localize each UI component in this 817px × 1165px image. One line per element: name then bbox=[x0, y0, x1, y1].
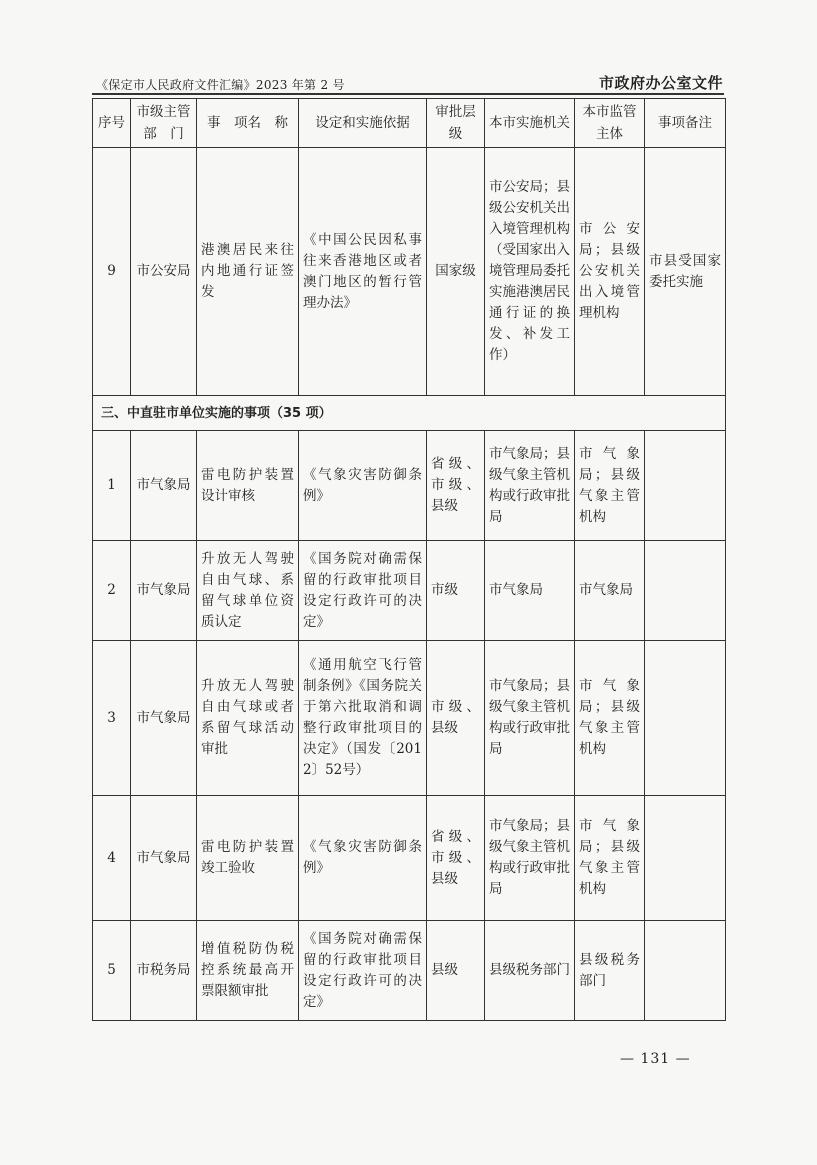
page-number: — 131 — bbox=[620, 1051, 691, 1067]
cell-item-name: 增值税防伪税控系统最高开票限额审批 bbox=[197, 921, 299, 1021]
cell-implementing-agency: 市公安局；县级公安机关出入境管理机构（受国家出入境管理局委托实施港澳居民通行证的换发、补发工作） bbox=[485, 148, 575, 396]
col-header-approval-level: 审批层级 bbox=[427, 99, 485, 148]
cell-remark bbox=[645, 796, 726, 921]
section-title: 三、中直驻市单位实施的事项（35 项） bbox=[93, 396, 726, 431]
col-header-item-name: 事 项名 称 bbox=[197, 99, 299, 148]
cell-department: 市气象局 bbox=[131, 541, 197, 641]
cell-number: 9 bbox=[93, 148, 131, 396]
col-header-remark: 事项备注 bbox=[645, 99, 726, 148]
cell-remark bbox=[645, 431, 726, 541]
cell-number: 1 bbox=[93, 431, 131, 541]
cell-remark bbox=[645, 921, 726, 1021]
col-header-implementing-agency: 本市实施机关 bbox=[485, 99, 575, 148]
cell-number: 4 bbox=[93, 796, 131, 921]
cell-remark bbox=[645, 541, 726, 641]
cell-item-name: 升放无人驾驶自由气球或者系留气球活动审批 bbox=[197, 641, 299, 796]
cell-item-name: 雷电防护装置设计审核 bbox=[197, 431, 299, 541]
cell-implementing-agency: 县级税务部门 bbox=[485, 921, 575, 1021]
cell-legal-basis: 《气象灾害防御条例》 bbox=[299, 796, 427, 921]
table-row bbox=[93, 641, 726, 796]
cell-remark bbox=[645, 641, 726, 796]
cell-approval-level: 省级、市级、县级 bbox=[427, 796, 485, 921]
cell-department: 市气象局 bbox=[131, 641, 197, 796]
table-header-row bbox=[93, 99, 726, 148]
cell-legal-basis: 《国务院对确需保留的行政审批项目设定行政许可的决定》 bbox=[299, 541, 427, 641]
col-header-supervisor: 本市监管主体 bbox=[575, 99, 645, 148]
col-header-number: 序号 bbox=[93, 99, 131, 148]
cell-department: 市气象局 bbox=[131, 431, 197, 541]
cell-approval-level: 市级、县级 bbox=[427, 641, 485, 796]
cell-item-name: 港澳居民来往内地通行证签发 bbox=[197, 148, 299, 396]
section-row bbox=[93, 396, 726, 431]
cell-legal-basis: 《中国公民因私事往来香港地区或者澳门地区的暂行管理办法》 bbox=[299, 148, 427, 396]
table-row bbox=[93, 796, 726, 921]
header-rule bbox=[92, 93, 724, 95]
cell-approval-level: 县级 bbox=[427, 921, 485, 1021]
cell-implementing-agency: 市气象局；县级气象主管机构或行政审批局 bbox=[485, 641, 575, 796]
cell-legal-basis: 《国务院对确需保留的行政审批项目设定行政许可的决定》 bbox=[299, 921, 427, 1021]
cell-supervisor: 市气象局 bbox=[575, 541, 645, 641]
cell-remark: 市县受国家委托实施 bbox=[645, 148, 726, 396]
cell-number: 2 bbox=[93, 541, 131, 641]
cell-implementing-agency: 市气象局 bbox=[485, 541, 575, 641]
cell-legal-basis: 《气象灾害防御条例》 bbox=[299, 431, 427, 541]
table-row bbox=[93, 148, 726, 396]
cell-number: 5 bbox=[93, 921, 131, 1021]
table-row bbox=[93, 921, 726, 1021]
cell-department: 市气象局 bbox=[131, 796, 197, 921]
cell-department: 市公安局 bbox=[131, 148, 197, 396]
cell-approval-level: 市级 bbox=[427, 541, 485, 641]
cell-supervisor: 市气象局；县级气象主管机构 bbox=[575, 796, 645, 921]
document-series-title: 《保定市人民政府文件汇编》2023 年第 2 号 bbox=[96, 78, 345, 92]
approval-items-table bbox=[92, 98, 726, 1021]
table-row bbox=[93, 541, 726, 641]
col-header-legal-basis: 设定和实施依据 bbox=[299, 99, 427, 148]
cell-implementing-agency: 市气象局；县级气象主管机构或行政审批局 bbox=[485, 431, 575, 541]
cell-implementing-agency: 市气象局；县级气象主管机构或行政审批局 bbox=[485, 796, 575, 921]
cell-supervisor: 市气象局；县级气象主管机构 bbox=[575, 431, 645, 541]
cell-number: 3 bbox=[93, 641, 131, 796]
col-header-department: 市级主管部 门 bbox=[131, 99, 197, 148]
cell-approval-level: 省级、市级、县级 bbox=[427, 431, 485, 541]
cell-department: 市税务局 bbox=[131, 921, 197, 1021]
cell-approval-level: 国家级 bbox=[427, 148, 485, 396]
cell-supervisor: 县级税务部门 bbox=[575, 921, 645, 1021]
document-category-label: 市政府办公室文件 bbox=[598, 74, 723, 92]
cell-supervisor: 市公安局；县级公安机关出入境管理机构 bbox=[575, 148, 645, 396]
cell-item-name: 升放无人驾驶自由气球、系留气球单位资质认定 bbox=[197, 541, 299, 641]
cell-item-name: 雷电防护装置竣工验收 bbox=[197, 796, 299, 921]
table-row bbox=[93, 431, 726, 541]
cell-legal-basis: 《通用航空飞行管制条例》《国务院关于第六批取消和调整行政审批项目的决定》（国发〔2012〕52号） bbox=[299, 641, 427, 796]
cell-supervisor: 市气象局；县级气象主管机构 bbox=[575, 641, 645, 796]
